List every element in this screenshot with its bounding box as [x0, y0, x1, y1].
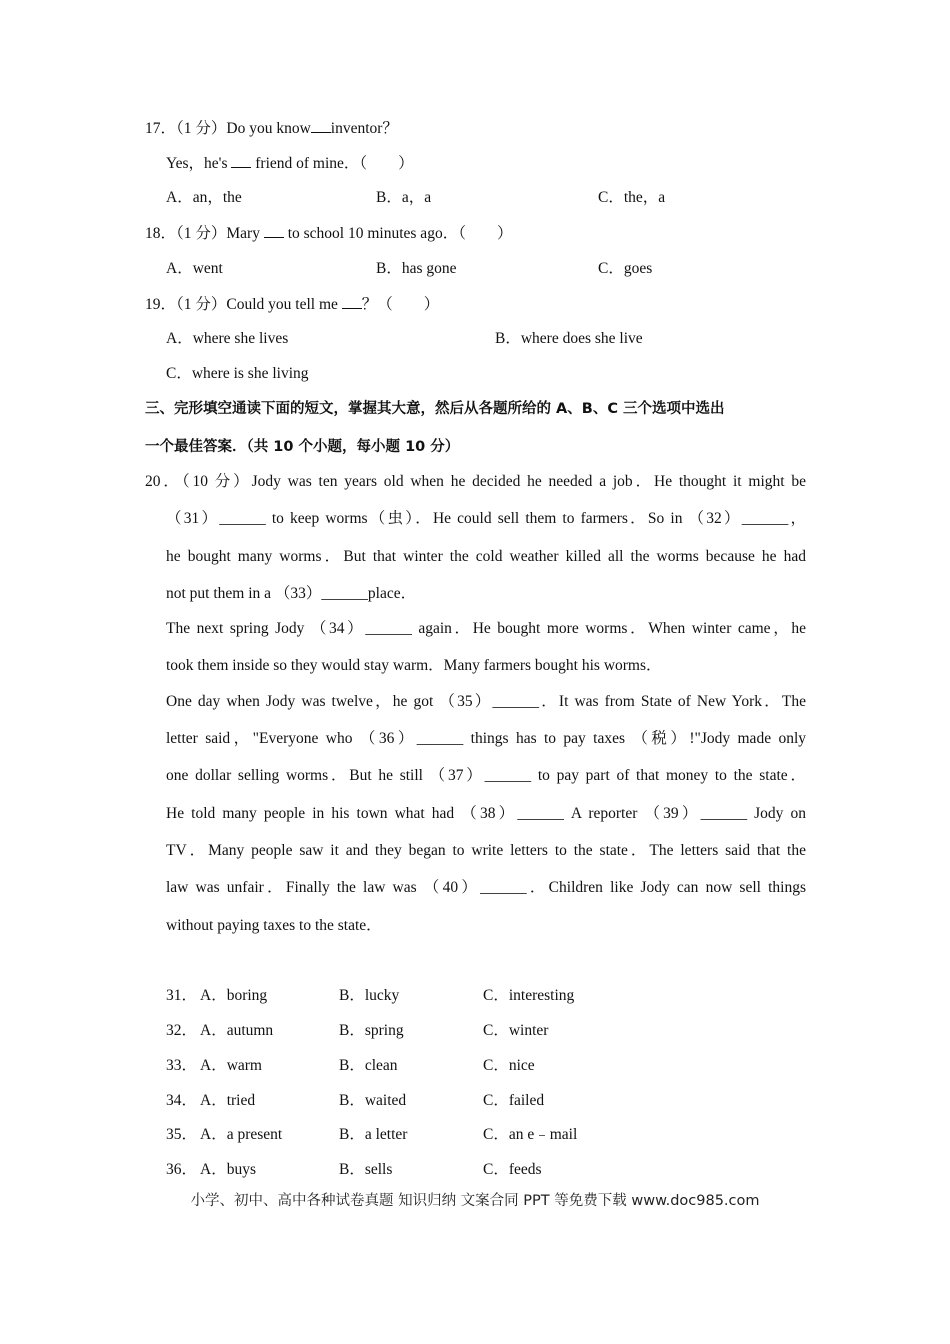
q19-stem [145, 294, 439, 315]
q19-stem-b: ？（ ） [361, 296, 440, 313]
answer-36-a: A．buys [200, 1161, 256, 1178]
q19-stem-a: 19．（1 分）Could you tell me [145, 296, 342, 313]
footer-download-note: 小学、初中、高中各种试卷真题 知识归纳 文案合同 PPT 等免费下载 www.doc985.com [190, 1193, 760, 1209]
q20-line-9: one dollar selling worms．But he still （37）______ to pay part of that money to the state． [166, 767, 806, 784]
answer-34-a: A．tried [200, 1092, 256, 1109]
answer-34-c: C．failed [483, 1092, 545, 1109]
q18-option-a: A．went [166, 260, 223, 277]
q20-line-11: TV．Many people saw it and they began to write letters to the state．The letters said that the [166, 842, 806, 859]
q20-line-7: One day when Jody was twelve，he got （35）______．It was from State of New York．The [166, 693, 806, 710]
section3-title-line2: 一个最佳答案．（共 10 个小题，每小题 10 分） [145, 439, 460, 455]
q19-blank [342, 294, 362, 309]
q19-option-c: C．where is she living [166, 365, 309, 382]
q17-option-b: B．a，a [376, 189, 432, 206]
answer-34-b: B．waited [339, 1092, 407, 1109]
q17-stem-after: inventor？ [330, 120, 398, 137]
answer-36-num: 36． [166, 1161, 198, 1178]
q20-line-3: he bought many worms．But that winter the cold weather killed all the worms because he had [166, 548, 806, 565]
q20-line-1: 20．（10 分）Jody was ten years old when he decided he needed a job．He thought it might be [145, 473, 806, 490]
q19-option-a: A．where she lives [166, 330, 289, 347]
answer-33-c: C．nice [483, 1057, 535, 1074]
answer-32-b: B．spring [339, 1022, 404, 1039]
q17-stem-text: 17．（1 分）Do you know [145, 120, 311, 137]
q17-blank-2 [231, 153, 251, 168]
q20-line-13: without paying taxes to the state． [166, 917, 382, 934]
q17-line2-a: Yes，he's [166, 155, 232, 172]
answer-36-c: C．feeds [483, 1161, 542, 1178]
q19-option-b: B．where does she live [495, 330, 643, 347]
q20-line-8: letter said，"Everyone who （36）______ things has to pay taxes （税）!"Jody made only [166, 730, 806, 747]
section3-title-line1: 三、完形填空通读下面的短文，掌握其大意，然后从各题所给的 A、B、C 三个选项中选出 [145, 401, 725, 417]
answer-33-b: B．clean [339, 1057, 398, 1074]
answer-32-c: C．winter [483, 1022, 549, 1039]
q17-blank-1 [311, 118, 331, 133]
q20-line-10: He told many people in his town what had （38）______ A reporter （39）______ Jody on [166, 805, 806, 822]
q18-stem [145, 223, 512, 244]
answer-32-a: A．autumn [200, 1022, 274, 1039]
q20-line-6: took them inside so they would stay warm．Many farmers bought his worms． [166, 657, 662, 674]
answer-31-a: A．boring [200, 987, 268, 1004]
q18-option-b: B．has gone [376, 260, 457, 277]
answer-31-c: C．interesting [483, 987, 575, 1004]
answer-36-b: B．sells [339, 1161, 393, 1178]
answer-34-num: 34． [166, 1092, 198, 1109]
q18-blank [264, 223, 284, 238]
q20-line-4: not put them in a （33）______place． [166, 585, 417, 602]
q20-line-12: law was unfair．Finally the law was （40）______．Children like Jody can now sell things [166, 879, 806, 896]
answer-32-num: 32． [166, 1022, 198, 1039]
q20-line-5: The next spring Jody （34）______ again．He bought more worms．When winter came，he [166, 620, 806, 637]
q18-option-c: C．goes [598, 260, 653, 277]
answer-35-a: A．a present [200, 1126, 283, 1143]
q20-line-2: （31）______ to keep worms（虫）．He could sell them to farmers．So in （32）______， [166, 510, 806, 527]
q17-option-a: A．an，the [166, 189, 242, 206]
answer-31-num: 31． [166, 987, 198, 1004]
answer-33-a: A．warm [200, 1057, 262, 1074]
q17-option-c: C．the，a [598, 189, 666, 206]
answer-35-num: 35． [166, 1126, 198, 1143]
answer-31-b: B．lucky [339, 987, 400, 1004]
q18-stem-b: to school 10 minutes ago．（ ） [283, 225, 513, 242]
answer-35-c: C．an e﹣mail [483, 1126, 578, 1143]
q17-stem [145, 118, 398, 139]
q17-line2-b: friend of mine．（ ） [251, 155, 414, 172]
answer-35-b: B．a letter [339, 1126, 408, 1143]
q18-stem-a: 18．（1 分）Mary [145, 225, 264, 242]
q17-line2 [166, 153, 414, 174]
answer-33-num: 33． [166, 1057, 198, 1074]
